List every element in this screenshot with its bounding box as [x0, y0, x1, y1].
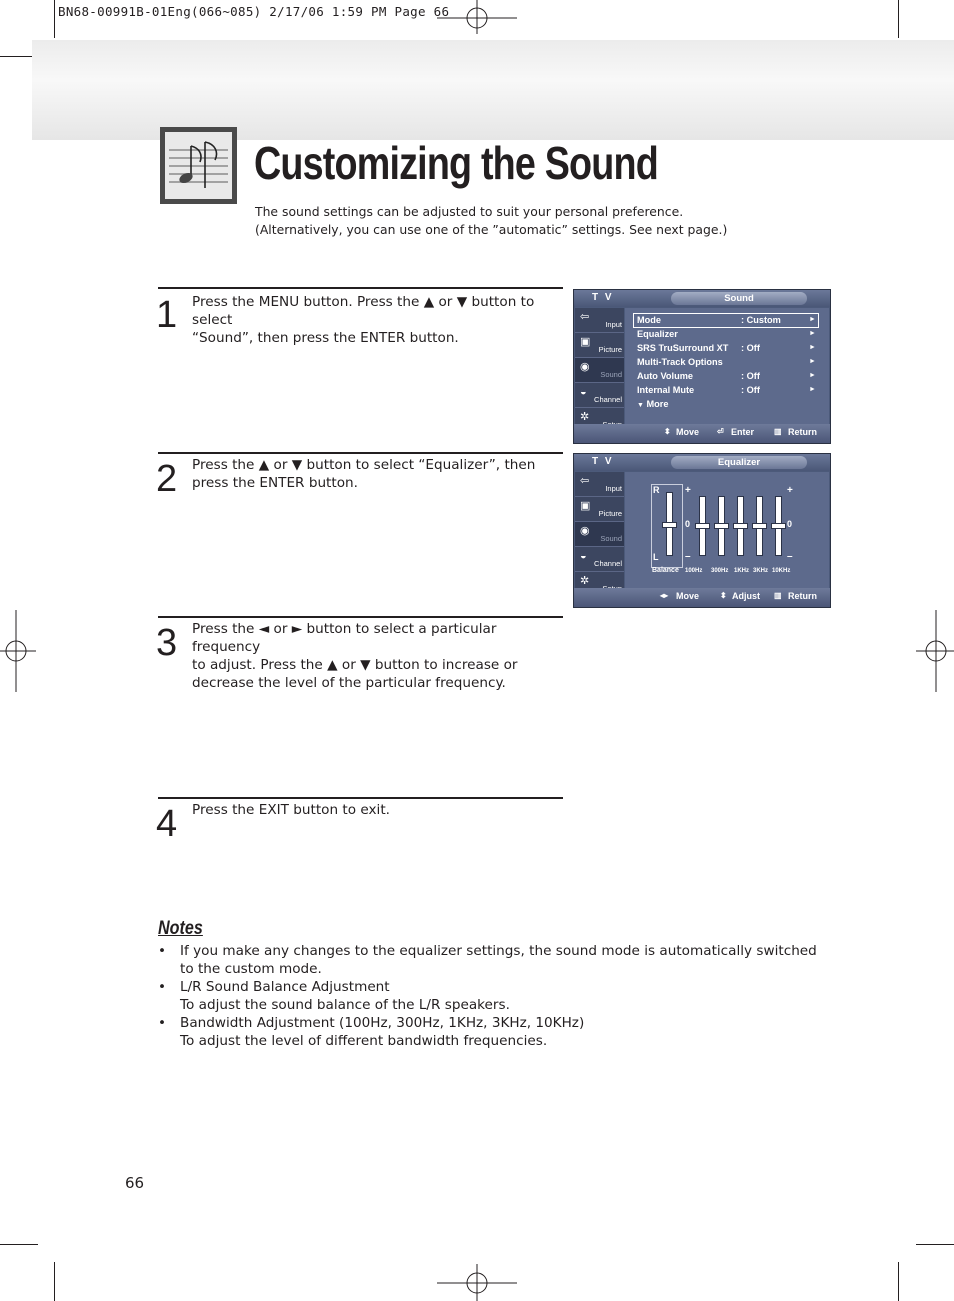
step-text	[192, 620, 567, 692]
intro-text	[255, 203, 727, 239]
eq-band-knob	[695, 523, 710, 529]
eq-plus-left: +	[685, 485, 691, 496]
notes-title: Notes	[158, 918, 203, 939]
osd-menu-label: SRS TruSurround XT	[637, 343, 729, 353]
osd-menu-label: Mode	[637, 315, 661, 325]
note-text	[180, 978, 510, 1014]
osd-tv-label: T V	[592, 456, 614, 467]
eq-band-label: 300Hz	[711, 568, 729, 574]
intro-line: (Alternatively, you can use one of the ”automatic” settings. See next page.)	[255, 222, 728, 237]
osd-topbar	[574, 290, 830, 307]
registration-target	[437, 1264, 517, 1301]
osd-menu-label: Equalizer	[637, 329, 678, 339]
music-note-icon	[160, 127, 237, 204]
return-icon: ▥	[774, 591, 782, 600]
return-icon: ▥	[774, 427, 782, 436]
step-number: 1	[156, 294, 178, 336]
osd-sidebar-item-channel: ◒ Channel	[575, 547, 624, 572]
eq-plus-right: +	[787, 485, 793, 496]
eq-band-knob	[752, 523, 767, 529]
osd-sidebar	[575, 472, 624, 598]
crop-mark	[898, 0, 899, 38]
osd-topbar	[574, 454, 830, 471]
step-text	[192, 456, 567, 492]
osd-title: Equalizer	[671, 456, 807, 469]
arrow-right-icon: ►	[809, 344, 816, 351]
sound-icon: ◉	[580, 361, 590, 373]
header-band	[32, 40, 954, 140]
eq-band-knob	[771, 523, 786, 529]
crop-mark	[0, 1244, 38, 1245]
step-line: Press the ◄ or ► button to select a particular frequency	[192, 621, 497, 655]
step-number: 4	[156, 803, 178, 845]
step-text	[192, 801, 567, 819]
eq-minus-right: –	[787, 551, 793, 562]
eq-band-label: 1KHz	[734, 568, 750, 574]
enter-icon: ⏎	[717, 427, 724, 436]
note-line: To adjust the sound balance of the L/R speakers.	[180, 997, 510, 1013]
eq-band-knob	[714, 523, 729, 529]
arrow-right-icon: ►	[809, 358, 816, 365]
step-number: 3	[156, 622, 178, 664]
osd-sidebar-item-input: ⇦ Input	[575, 472, 624, 497]
osd-sidebar-item-sound: ◉ Sound	[575, 522, 624, 547]
osd-menu-label: Auto Volume	[637, 371, 693, 381]
step-divider	[158, 616, 563, 618]
arrow-right-icon: ►	[809, 330, 816, 337]
step-number: 2	[156, 458, 178, 500]
eq-zero-right: 0	[787, 519, 793, 529]
osd-more: ▼ More	[637, 399, 669, 409]
arrow-down-icon: ▼	[637, 402, 644, 409]
balance-right-label: R	[653, 485, 660, 495]
eq-band-label: 100Hz	[685, 568, 703, 574]
osd-footer: ◂▸ Move ⬍ Adjust ▥ Return	[574, 588, 830, 607]
osd-menu-label: Multi-Track Options	[637, 357, 723, 367]
note-text	[180, 1014, 584, 1050]
print-info: BN68-00991B-01Eng(066~085) 2/17/06 1:59 PM Page 66	[58, 4, 450, 19]
crop-mark	[916, 1244, 954, 1245]
step-divider	[158, 797, 563, 799]
arrow-right-icon: ►	[809, 386, 816, 393]
intro-line: The sound settings can be adjusted to suit your personal preference.	[255, 204, 684, 219]
channel-icon: ◒	[580, 386, 587, 398]
osd-menu-value: : Custom	[741, 315, 781, 325]
osd-sidebar-item-input: ⇦ Input	[575, 308, 624, 333]
osd-menu-value: : Off	[741, 385, 760, 395]
bullet: •	[158, 1015, 167, 1031]
input-icon: ⇦	[580, 475, 590, 487]
step-line: decrease the level of the particular frequency.	[192, 675, 506, 691]
arrow-right-icon: ►	[809, 316, 816, 323]
registration-target	[0, 610, 36, 692]
registration-target	[916, 610, 954, 692]
balance-left-label: L	[653, 552, 659, 562]
step-divider	[158, 452, 563, 454]
picture-icon: ▣	[580, 336, 591, 348]
adjust-updown-icon: ⬍	[720, 591, 727, 600]
eq-band-knob	[733, 523, 748, 529]
setup-icon: ✲	[580, 411, 590, 423]
eq-band-label: 10KHz	[772, 568, 791, 574]
osd-sidebar-item-sound: ◉ Sound	[575, 358, 624, 383]
picture-icon: ▣	[580, 500, 591, 512]
crop-mark	[54, 0, 55, 38]
step-line: Press the EXIT button to exit.	[192, 802, 390, 818]
step-line: “Sound”, then press the ENTER button.	[192, 330, 459, 346]
note-line: If you make any changes to the equalizer settings, the sound mode is automatically switched	[180, 943, 817, 959]
eq-band-label: 3KHz	[753, 568, 769, 574]
note-line: To adjust the level of different bandwidth frequencies.	[180, 1033, 548, 1049]
bullet: •	[158, 979, 167, 995]
osd-title: Sound	[671, 292, 807, 305]
osd-equalizer	[573, 453, 831, 608]
step-line: Press the MENU button. Press the ▲ or ▼ button to select	[192, 294, 535, 328]
note-text	[180, 942, 817, 978]
note-line: L/R Sound Balance Adjustment	[180, 979, 390, 995]
setup-icon: ✲	[580, 575, 590, 587]
move-updown-icon: ⬍	[664, 427, 671, 436]
note-line: Bandwidth Adjustment (100Hz, 300Hz, 1KHz, 3KHz, 10KHz)	[180, 1015, 585, 1031]
osd-sidebar-item-picture: ▣ Picture	[575, 497, 624, 522]
sound-icon: ◉	[580, 525, 590, 537]
arrow-right-icon: ►	[809, 372, 816, 379]
osd-sidebar-item-channel: ◒ Channel	[575, 383, 624, 408]
osd-menu-value: : Off	[741, 371, 760, 381]
osd-footer: ⬍ Move ⏎ Enter ▥ Return	[574, 424, 830, 443]
osd-sidebar-item-picture: ▣ Picture	[575, 333, 624, 358]
move-leftright-icon: ◂▸	[660, 591, 669, 600]
bullet: •	[158, 943, 167, 959]
page-title: Customizing the Sound	[254, 137, 658, 189]
osd-sidebar	[575, 308, 624, 434]
balance-knob	[662, 522, 677, 528]
input-icon: ⇦	[580, 311, 590, 323]
step-text	[192, 293, 567, 347]
osd-sound-menu	[573, 289, 831, 444]
step-line: Press the ▲ or ▼ button to select “Equalizer”, then	[192, 457, 536, 473]
step-divider	[158, 287, 563, 289]
step-line: press the ENTER button.	[192, 475, 358, 491]
osd-menu-value: : Off	[741, 343, 760, 353]
osd-tv-label: T V	[592, 292, 614, 303]
crop-mark	[898, 1262, 899, 1301]
balance-label: Balance	[652, 567, 679, 574]
page-number: 66	[125, 1174, 145, 1192]
osd-menu-label: Internal Mute	[637, 385, 695, 395]
step-line: to adjust. Press the ▲ or ▼ button to increase or	[192, 657, 518, 673]
channel-icon: ◒	[580, 550, 587, 562]
eq-minus-left: –	[685, 551, 691, 562]
note-line: to the custom mode.	[180, 961, 322, 977]
crop-mark	[54, 1262, 55, 1301]
eq-zero-left: 0	[685, 519, 691, 529]
